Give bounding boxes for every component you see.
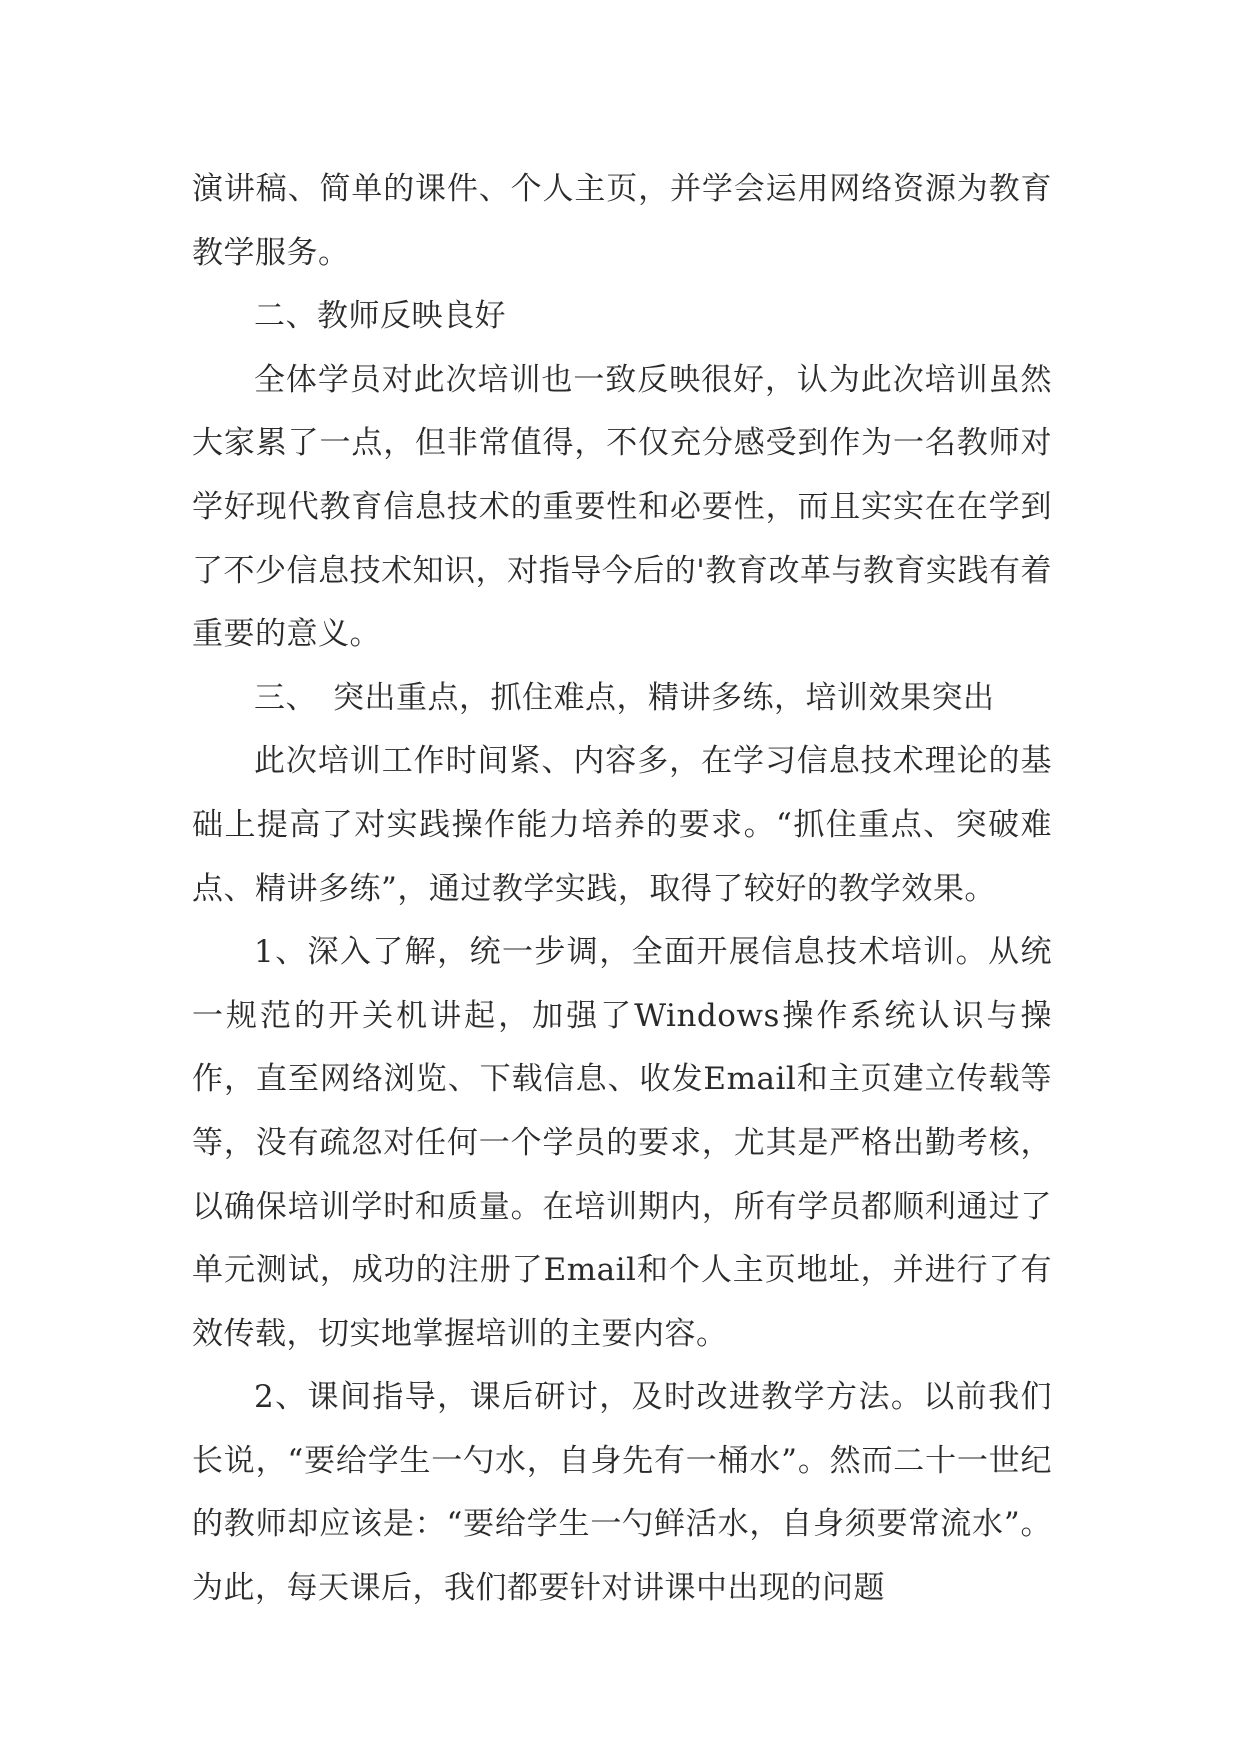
section-heading-teacher-feedback: 二、教师反映良好 — [254, 298, 506, 335]
paragraph-continuation: 演讲稿、简单的课件、个人主页，并学会运用网络资源为教育教学服务。 — [192, 171, 1052, 271]
section-heading-key-points: 三、 突出重点，抓住难点，精讲多练，培训效果突出 — [254, 679, 995, 716]
paragraph-item-2: 2、课间指导，课后研讨，及时改进教学方法。以前我们长说，“要给学生一勺水，自身先有一桶水”。然而二十一世纪的教师却应该是：“要给学生一勺鲜活水，自身须要常流水”。为此，每天课后，我们都要针对讲课中出现的问题 — [192, 1379, 1052, 1607]
paragraph-training-work: 此次培训工作时间紧、内容多，在学习信息技术理论的基础上提高了对实践操作能力培养的要求。“抓住重点、突破难点、精讲多练”，通过教学实践，取得了较好的教学效果。 — [192, 743, 1052, 907]
document-body — [192, 158, 1052, 1621]
paragraph-item-1: 1、深入了解，统一步调，全面开展信息技术培训。从统一规范的开关机讲起，加强了Windows操作系统认识与操作，直至网络浏览、下载信息、收发Email和主页建立传载等等，没有疏忽对任何一个学员的要求，尤其是严格出勤考核，以确保培训学时和质量。在培训期内，所有学员都顺利通过了单元测试，成功的注册了Email和个人主页地址，并进行了有效传载，切实地掌握培训的主要内容。 — [192, 934, 1052, 1352]
paragraph-feedback: 全体学员对此次培训也一致反映很好，认为此次培训虽然大家累了一点，但非常值得，不仅充分感受到作为一名教师对学好现代教育信息技术的重要性和必要性，而且实实在在学到了不少信息技术知识，对指导今后的'教育改革与教育实践有着重要的意义。 — [192, 361, 1052, 653]
